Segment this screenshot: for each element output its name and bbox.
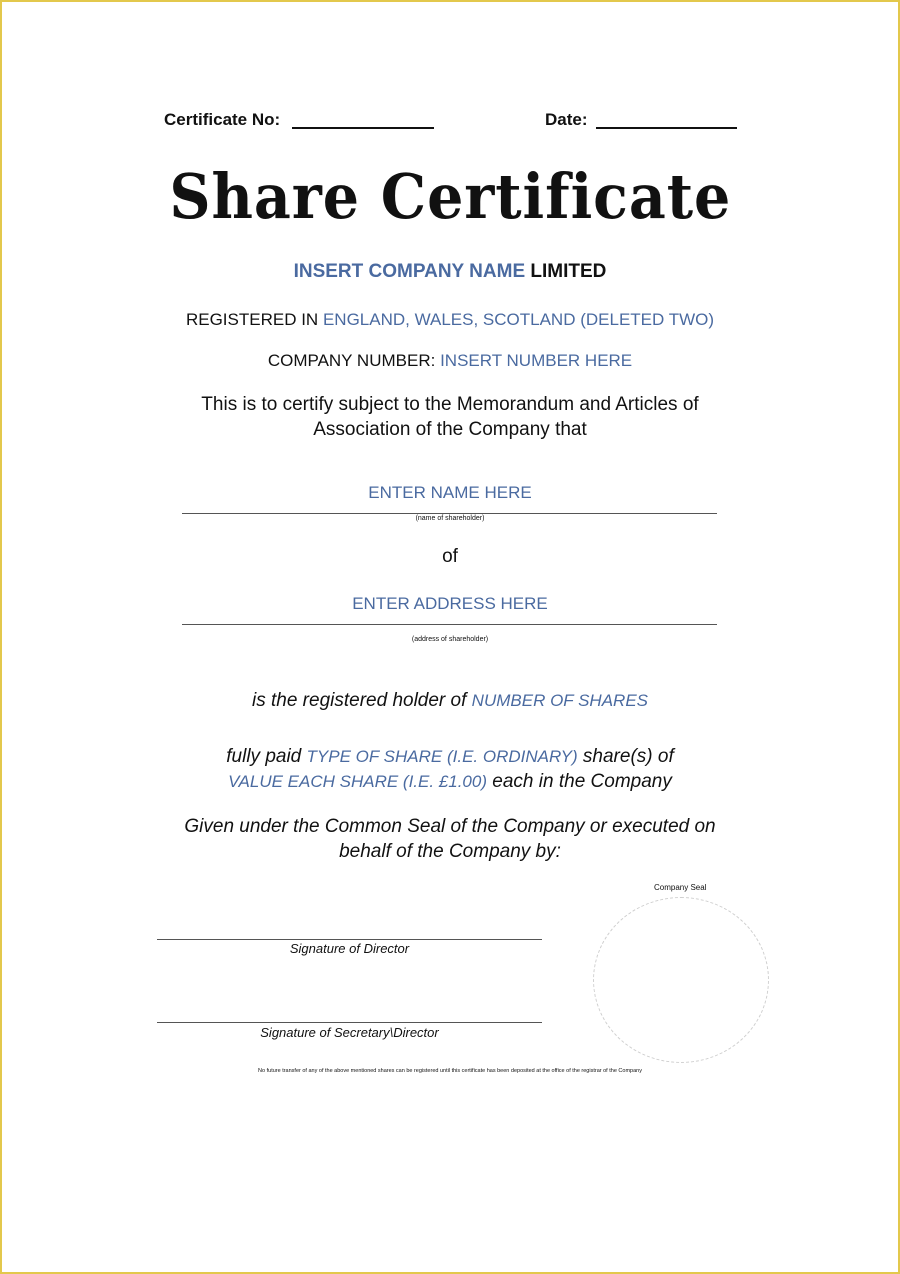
certify-line-1: This is to certify subject to the Memorandum and Articles of [201,394,699,415]
registered-label: REGISTERED IN [185,310,319,329]
date-label: Date: [545,110,588,129]
given-line-1: Given under the Common Seal of the Company or executed on [184,816,716,837]
shareholder-address-caption: (address of shareholder) [411,636,489,643]
each-in-company-text: each in the Company [492,771,672,792]
fully-paid-text: fully paid [226,746,302,767]
registered-placeholder[interactable]: ENGLAND, WALES, SCOTLAND (DELETED TWO) [322,310,715,329]
share-value-placeholder[interactable]: VALUE EACH SHARE (I.E. £1.00) [228,772,488,791]
certify-line-2: Association of the Company that [313,419,587,440]
company-number-placeholder[interactable]: INSERT NUMBER HERE [440,351,633,370]
secretary-signature-label: Signature of Secretary\Director [260,1025,439,1040]
footer-note: No future transfer of any of the above mentioned shares can be registered until this certificate has been deposited at the office of the registrar of the Company [258,1068,642,1074]
given-line-2: behalf of the Company by: [339,841,561,862]
shareholder-address-placeholder[interactable]: ENTER ADDRESS HERE [352,594,548,613]
certificate-no-field[interactable] [292,127,434,129]
shareholder-name-placeholder[interactable]: ENTER NAME HERE [368,483,532,502]
certificate-no-label: Certificate No: [164,110,281,129]
certificate-title: Share Certificate [169,160,731,233]
holder-text: is the registered holder of [251,690,467,711]
company-seal-circle [593,897,769,1063]
share-type-placeholder[interactable]: TYPE OF SHARE (I.E. ORDINARY) [306,747,578,766]
shareholder-name-caption: (name of shareholder) [415,515,485,522]
date-field[interactable] [596,127,737,129]
secretary-signature-line[interactable] [157,1022,542,1023]
shares-of-text: share(s) of [582,746,674,767]
shareholder-address-line [182,624,717,625]
company-suffix: LIMITED [530,261,607,282]
director-signature-label: Signature of Director [289,941,410,956]
shareholder-name-line [182,513,717,514]
number-of-shares-placeholder[interactable]: NUMBER OF SHARES [471,691,648,710]
company-number-label: COMPANY NUMBER: [267,351,436,370]
company-name-placeholder[interactable]: INSERT COMPANY NAME [293,261,526,282]
company-seal-label: Company Seal [654,883,707,892]
director-signature-line[interactable] [157,939,542,940]
of-text: of [442,546,458,567]
